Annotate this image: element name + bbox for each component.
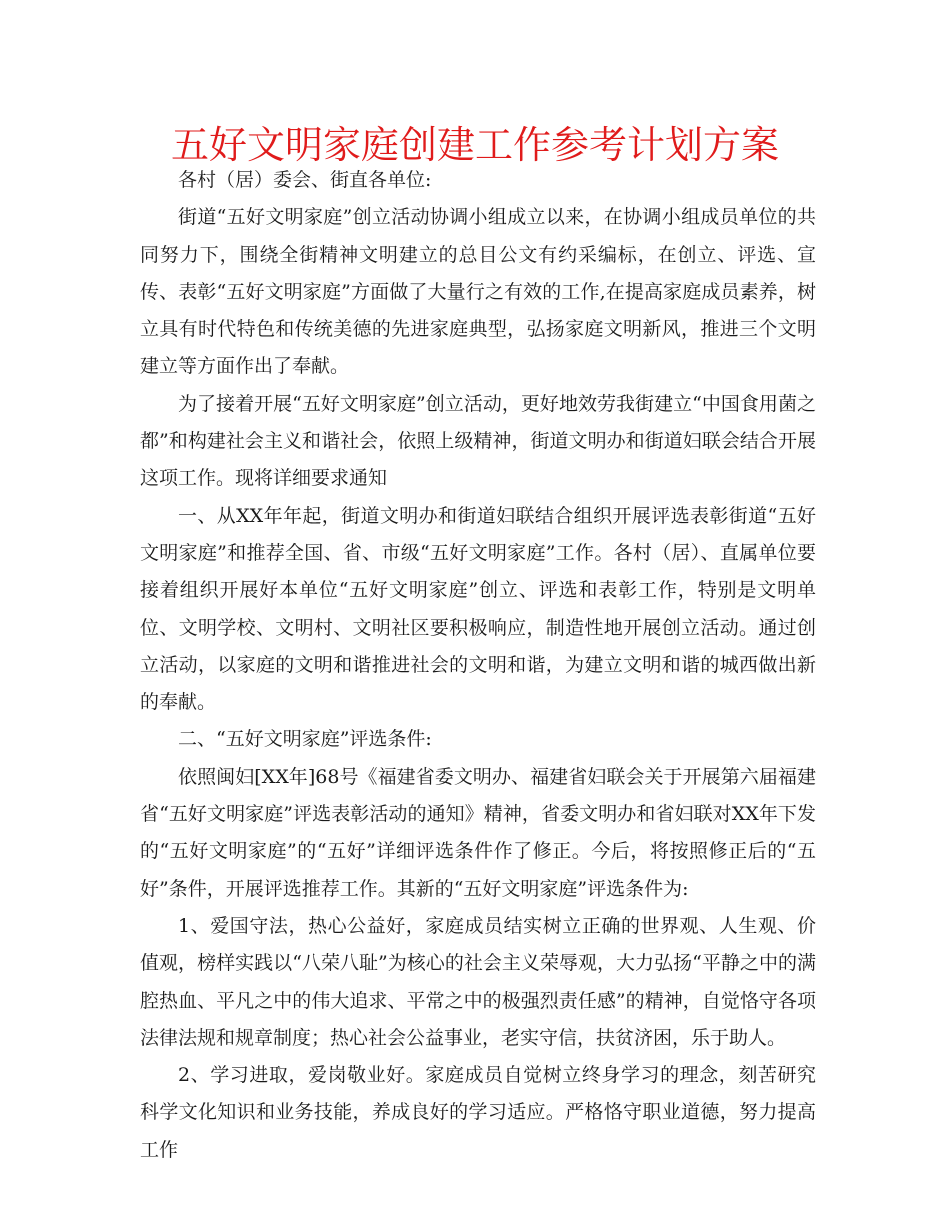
- section-paragraph: 一、从XX年年起，街道文明办和街道妇联结合组织开展评选表彰街道“五好文明家庭”和推荐全国、省、市级“五好文明家庭”工作。各村（居）、直属单位要接着组织开展好本单位“五好文明家庭”创立、评选和表彰工作，特别是文明单位、文明学校、文明村、文明社区要积极响应，制造性地开展创立活动。通过创立活动，以家庭的文明和谐推进社会的文明和谐，为建立文明和谐的城西做出新的奉献。: [140, 504, 816, 714]
- document-title: 五好文明家庭创建工作参考计划方案: [170, 123, 779, 167]
- body-paragraph: 依照闽妇[XX年]68号《福建省委文明办、福建省妇联会关于开展第六届福建省“五好文明家庭”评选表彰活动的通知》精神，省委文明办和省妇联对XX年下发的“五好文明家庭”的“五好”详细评选条件作了修正。今后，将按照修正后的“五好”条件，开展评选推荐工作。其新的“五好文明家庭”评选条件为:: [140, 765, 816, 900]
- section-heading: 二、“五好文明家庭”评选条件:: [178, 728, 432, 751]
- criteria-item: 2、学习进取，爱岗敬业好。家庭成员自觉树立终身学习的理念，刻苦研究科学文化知识和业务技能，养成良好的学习适应。严格恪守职业道德，努力提高工作: [140, 1064, 816, 1161]
- criteria-item: 1、爱国守法，热心公益好，家庭成员结实树立正确的世界观、人生观、价值观，榜样实践以“八荣八耻”为核心的社会主义荣辱观，大力弘扬“平静之中的满腔热血、平凡之中的伟大追求、平常之中的极强烈责任感”的精神，自觉恪守各项法律法规和规章制度；热心社会公益事业，老实守信，扶贫济困，乐于助人。: [140, 914, 816, 1049]
- body-paragraph: 为了接着开展“五好文明家庭”创立活动，更好地效劳我街建立“中国食用菌之都”和构建社会主义和谐社会，依照上级精神，街道文明办和街道妇联会结合开展这项工作。现将详细要求通知: [140, 392, 816, 490]
- salutation-paragraph: 各村（居）委会、街直各单位:: [178, 169, 432, 191]
- body-paragraph: 街道“五好文明家庭”创立活动协调小组成立以来，在协调小组成员单位的共同努力下，围绕全街精神文明建立的总目公文有约采编标，在创立、评选、宣传、表彰“五好文明家庭”方面做了大量行之有效的工作,在提高家庭成员素养，树立具有时代特色和传统美德的先进家庭典型，弘扬家庭文明新风，推进三个文明建立等方面作出了奉献。: [140, 206, 816, 378]
- document-body: [140, 162, 816, 1169]
